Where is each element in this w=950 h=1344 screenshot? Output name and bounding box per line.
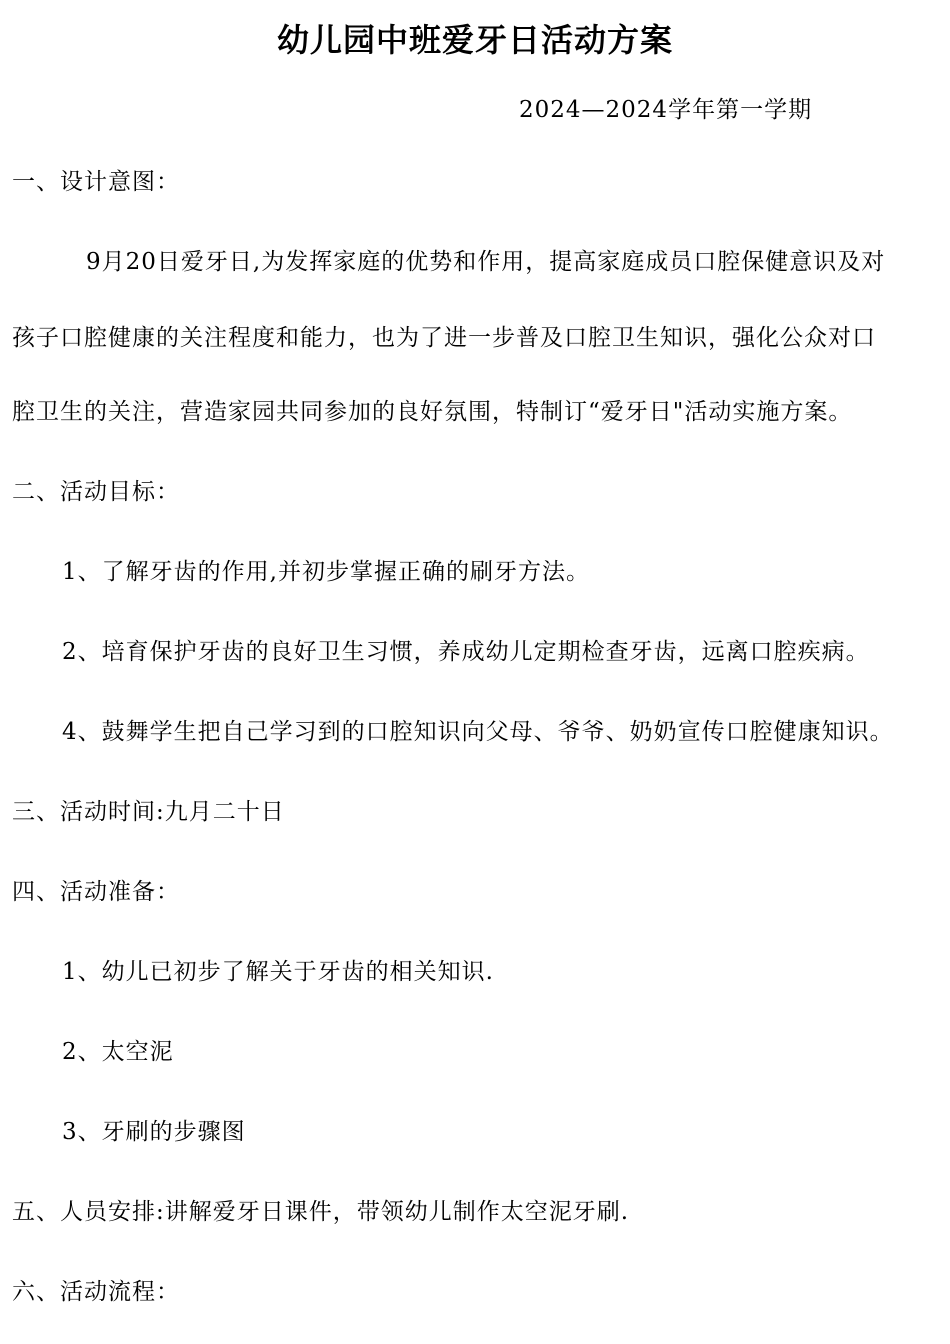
list-item: 4、鼓舞学生把自己学习到的口腔知识向父母、爷爷、奶奶宣传口腔健康知识。 [62,719,894,745]
section-heading-goals: 二、活动目标： [12,479,180,505]
paragraph-line: 孩子口腔健康的关注程度和能力，也为了进一步普及口腔卫生知识，强化公众对口 [12,325,876,351]
list-item: 2、太空泥 [62,1039,174,1065]
list-item: 1、了解牙齿的作用,并初步掌握正确的刷牙方法。 [62,559,590,585]
semester-label: 2024—2024学年第一学期 [519,97,813,123]
section-heading-time: 三、活动时间:九月二十日 [12,799,285,825]
paragraph-line: 9月20日爱牙日,为发挥家庭的优势和作用，提高家庭成员口腔保健意识及对 [86,249,886,275]
section-heading-staffing: 五、人员安排:讲解爱牙日课件，带领幼儿制作太空泥牙刷. [12,1199,630,1225]
list-item: 2、培育保护牙齿的良好卫生习惯，养成幼儿定期检查牙齿，远离口腔疾病。 [62,639,870,665]
document-title: 幼儿园中班爱牙日活动方案 [276,21,673,59]
list-item: 1、幼儿已初步了解关于牙齿的相关知识. [62,959,494,985]
paragraph-line: 腔卫生的关注，营造家园共同参加的良好氛围，特制订“爱牙日"活动实施方案。 [12,399,853,425]
section-heading-design-intent: 一、设计意图： [12,169,180,195]
section-heading-process: 六、活动流程： [12,1279,180,1305]
list-item: 3、牙刷的步骤图 [62,1119,246,1145]
section-heading-preparation: 四、活动准备： [12,879,180,905]
